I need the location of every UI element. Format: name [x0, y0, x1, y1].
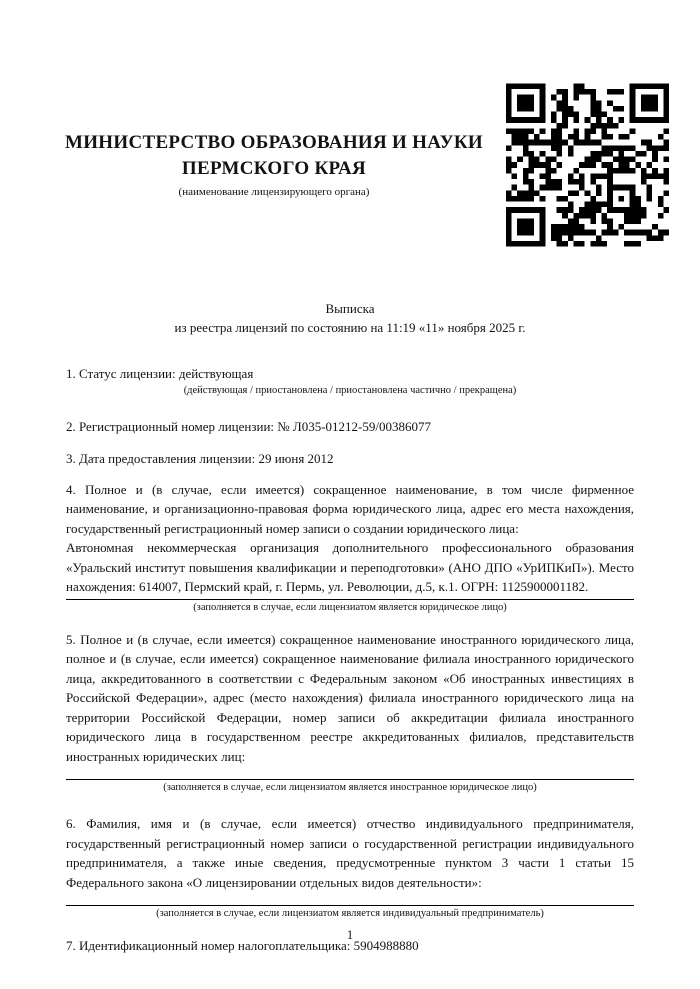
item-registration-number	[66, 417, 634, 437]
item-foreign-entity	[66, 630, 634, 796]
document-title-line1: Выписка	[325, 301, 375, 316]
licensing-authority-header	[58, 130, 490, 200]
document-body	[66, 364, 634, 956]
item-license-status	[66, 364, 634, 398]
item-4-value: Автономная некоммерческая организация дополнительного профессионального образования «Уральский институт повышения квалификации и переподготовки» (АНО ДПО «УрИПКиП»). Место нахождения: 614007, Пермский край, г. Пермь, ул. Революции, д.5, к.1. ОГРН: 1125900001182.	[66, 540, 634, 594]
page-number: 1	[346, 928, 354, 942]
item-legal-entity	[66, 480, 634, 615]
item-4-fill-line	[66, 599, 634, 600]
item-5-caption: (заполняется в случае, если лицензиатом является иностранное юридическое лицо)	[163, 782, 537, 793]
item-6-fill-line	[66, 905, 634, 906]
item-5-text: 5. Полное и (в случае, если имеется) сокращенное наименование иностранного юридического лица, полное и (в случае, если имеется) сокращенное наименование филиала иностранного юридического лица, аккредитованного в соответствии с Федеральным законом «Об иностранных инвестициях в Российской Федерации», адрес (место нахождения) филиала иностранного юридического лица на территории Российской Федерации, номер записи об аккредитации филиала иностранного юридического лица в государственном реестре аккредитованных филиалов, представительств иностранных юридических лиц:	[66, 631, 634, 764]
licensing-authority-caption: (наименование лицензирующего органа)	[178, 186, 370, 198]
item-individual-entrepreneur	[66, 814, 634, 921]
item-7-text: 7. Идентификационный номер налогоплательщика: 5904988880	[66, 938, 419, 953]
item-6-caption: (заполняется в случае, если лицензиатом является индивидуальный предприниматель)	[156, 908, 544, 919]
item-1-caption: (действующая / приостановлена / приостановлена частично / прекращена)	[183, 384, 517, 396]
item-2-text: 2. Регистрационный номер лицензии: № Л035-01212-59/00386077	[66, 418, 432, 434]
document-title-line2: из реестра лицензий по состоянию на 11:19 «11» ноября 2025 г.	[174, 320, 526, 335]
ministry-name-line1: МИНИСТЕРСТВО ОБРАЗОВАНИЯ И НАУКИ	[64, 132, 484, 153]
document-title	[66, 299, 634, 337]
qr-code-icon	[506, 81, 669, 249]
item-6-text: 6. Фамилия, имя и (в случае, если имеется) отчество индивидуального предпринимателя, государственный регистрационный номер записи о государственной регистрации индивидуального предпринимателя, а также иные сведения, предусмотренные пунктом 3 части 1 статьи 15 Федерального закона «О лицензировании отдельных видов деятельности»:	[66, 816, 634, 890]
item-1-text: 1. Статус лицензии: действующая	[66, 366, 254, 381]
item-4-caption: (заполняется в случае, если лицензиатом является юридическое лицо)	[193, 601, 507, 613]
item-5-fill-line	[66, 779, 634, 780]
item-4-text: 4. Полное и (в случае, если имеется) сокращенное наименование, в том числе фирменное наименование, и организационно-правовая форма юридического лица, адрес его места нахождения, государственный регистрационный номер записи о создании юридического лица:	[66, 481, 634, 536]
item-3-text: 3. Дата предоставления лицензии: 29 июня 2012	[66, 451, 334, 466]
ministry-name-line2: ПЕРМСКОГО КРАЯ	[181, 158, 367, 179]
item-license-date	[66, 449, 634, 469]
